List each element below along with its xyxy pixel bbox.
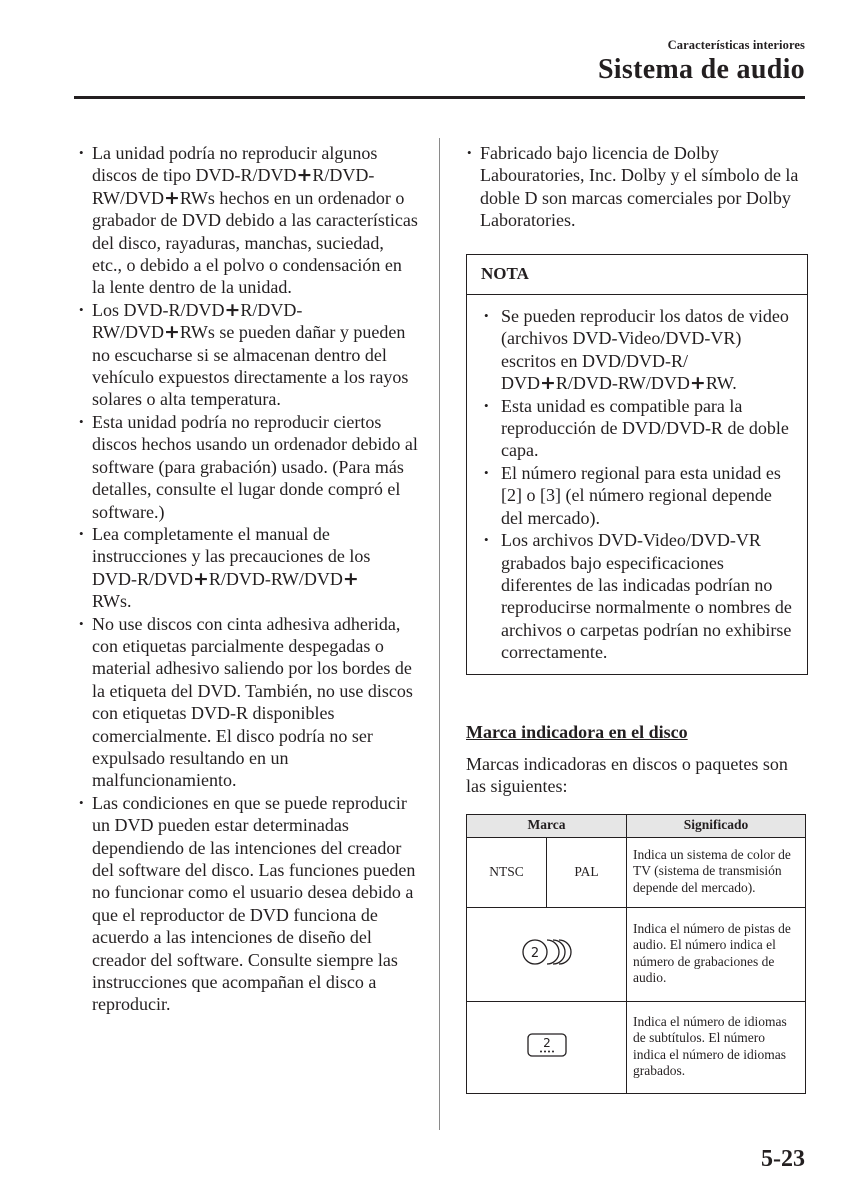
disc-marks-table: [466, 814, 806, 1094]
audio-track-count: 2: [530, 945, 539, 961]
plus-symbol: +: [164, 186, 180, 209]
list-item: • Lea completamente el manual de instrucciones y las precauciones de los DVD-R/DVD+R/DVD-RW/DVD+ RWs.: [78, 523, 418, 613]
table-header-row: [467, 814, 806, 837]
header-section-label: Características interiores: [667, 38, 805, 52]
list-item: • Esta unidad podría no reproducir ciertos discos hechos usando un ordenador debido al software (para grabación) usado. (Para más detalles, consulte el lugar donde compró el software.): [78, 411, 418, 523]
mark-pal: PAL: [547, 837, 627, 907]
right-bullet-list: [466, 142, 810, 232]
plus-symbol: +: [164, 321, 180, 344]
list-item: • La unidad podría no reproducir algunos discos de tipo DVD-R/DVD+R/DVD-RW/DVD+RWs hechos en un ordenador o grabador de DVD debido a las características del disco, rayaduras, manchas, suciedad, etc., o debido a el polvo o condensación en la lente dentro de la unidad.: [78, 142, 418, 299]
plus-symbol: +: [296, 164, 313, 187]
table-header-marca: Marca: [467, 814, 627, 837]
list-item: • Los archivos DVD-Video/DVD-VR grabados bajo especificaciones diferentes de las indicadas podrían no reproducirse normalmente o nombres de archivos o carpetas podrían no exhibirse correctamente.: [481, 529, 793, 663]
note-body: [467, 295, 807, 674]
meaning-cell: Indica el número de idiomas de subtítulos. El número indica el número de idiomas grabados.: [627, 1001, 806, 1093]
list-item: • El número regional para esta unidad es [2] o [3] (el número regional depende del mercado).: [481, 462, 793, 529]
meaning-cell: Indica un sistema de color de TV (sistema de transmisión depende del mercado).: [627, 837, 806, 907]
note-heading: NOTA: [467, 255, 807, 295]
page-number: 5-23: [761, 1146, 805, 1172]
intro-text: Marcas indicadoras en discos o paquetes son las siguientes:: [466, 753, 788, 797]
note-bullet-list: [481, 305, 793, 664]
table-row: [467, 907, 806, 1001]
list-item: • No use discos con cinta adhesiva adherida, con etiquetas parcialmente despegadas o material adhesivo saliendo por los bordes de la etiqueta del DVD. También, no use discos con etiquetas DVD-R disponibles comercialmente. El disco podría no ser expulsado resultando en un malfuncionamiento.: [78, 613, 418, 792]
plus-symbol: +: [342, 567, 359, 590]
table-header-significado: Significado: [627, 814, 806, 837]
left-column: [78, 142, 418, 1016]
right-column: [466, 142, 810, 1094]
meaning-cell: Indica el número de pistas de audio. El número indica el número de grabaciones de audio.: [627, 907, 806, 1001]
column-divider: [439, 138, 440, 1130]
list-item: • Fabricado bajo licencia de Dolby Labouratories, Inc. Dolby y el símbolo de la doble D son marcas comerciales por Dolby Laboratories.: [466, 142, 810, 232]
subtitle-count: 2: [542, 1035, 551, 1050]
mark-ntsc: NTSC: [467, 837, 547, 907]
subtitles-icon: [525, 1031, 569, 1059]
list-item: • Esta unidad es compatible para la reproducción de DVD/DVD-R de doble capa.: [481, 395, 793, 462]
mark-cell: [467, 1001, 627, 1093]
table-row: [467, 1001, 806, 1093]
section-heading: Marca indicadora en el disco: [466, 721, 688, 742]
header-rule: [74, 96, 805, 99]
list-item: • Se pueden reproducir los datos de video (archivos DVD-Video/DVD-VR) escritos en DVD/DVD-R/ DVD+R/DVD-RW/DVD+RW.: [481, 305, 793, 395]
note-box: [466, 254, 808, 675]
list-item: • Los DVD-R/DVD+R/DVD-RW/DVD+RWs se pueden dañar y pueden no escucharse si se almacenan dentro del vehículo expuestos directamente a los rayos solares o alta temperatura.: [78, 299, 418, 411]
table-row: [467, 837, 806, 907]
plus-symbol: +: [540, 372, 556, 395]
plus-symbol: +: [224, 298, 241, 321]
list-item: • Las condiciones en que se puede reproducir un DVD pueden estar determinadas dependiendo de las intenciones del creador del software del disco. Las funciones pueden no funcionar como el usuario desea debido a que el reproductor de DVD funciona de acuerdo a las intenciones de diseño del creador del software. Consulte siempre las instrucciones que acompañan el disco a reproducir.: [78, 792, 418, 1016]
audio-tracks-icon: [521, 936, 573, 968]
plus-symbol: +: [689, 372, 706, 395]
plus-symbol: +: [193, 567, 209, 590]
page-title: Sistema de audio: [597, 54, 805, 85]
left-bullet-list: [78, 142, 418, 1016]
mark-cell: [467, 907, 627, 1001]
